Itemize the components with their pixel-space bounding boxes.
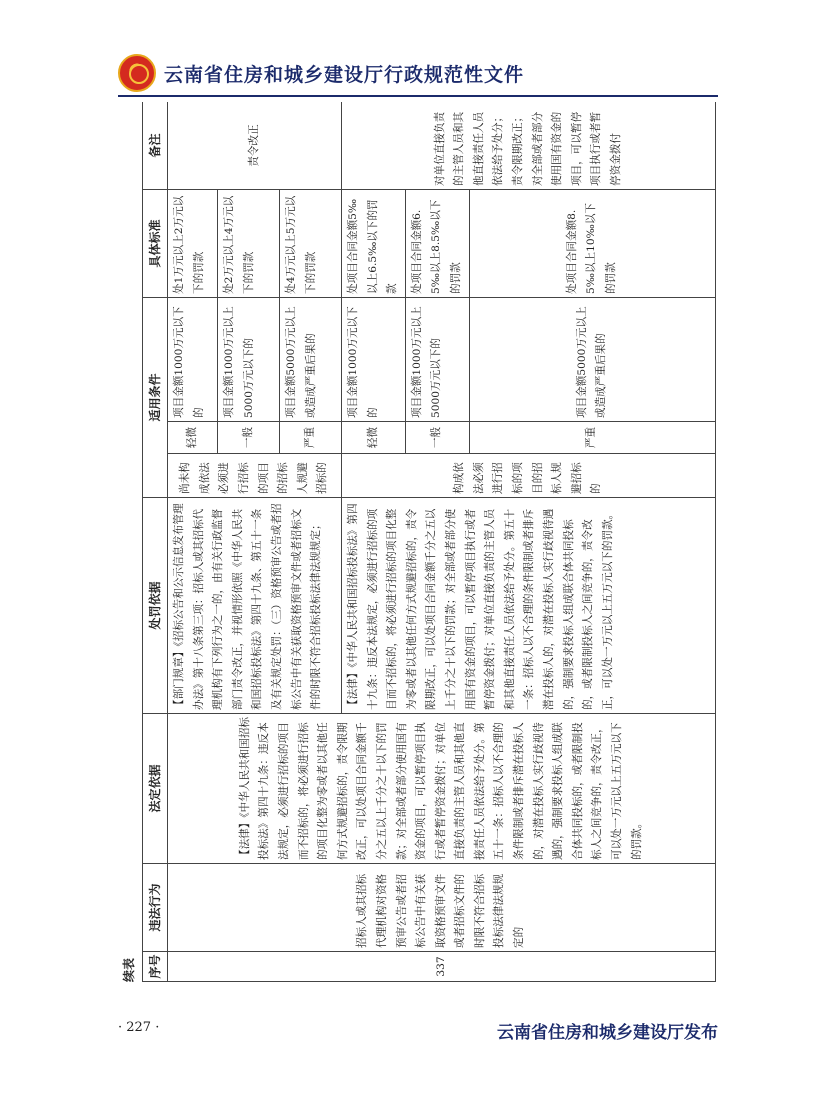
- group1-standard-2: 处2万元以上4万元以下的罚款: [218, 189, 280, 297]
- group2-level-3: 严重: [469, 422, 715, 454]
- seq-cell: 337: [168, 952, 716, 982]
- header-violation: 违法行为: [143, 864, 168, 952]
- group1-level-3: 严重: [280, 422, 342, 454]
- page-header: [118, 48, 718, 98]
- header-conditions: 适用条件: [143, 297, 168, 497]
- header-divider: [118, 95, 718, 97]
- continued-label: 续表: [122, 957, 136, 982]
- penalty-basis-cell-2: 【法律】《中华人民共和国招标投标法》第四十九条：违反本法规定，必须进行招标的项目而不招标的，将必须进行招标的项目化整为零或者以其他任何方式规避招标的，责令限期改正，可以处项目合同金额千分之五以上千分之十以下的罚款；对全部或者部分使用国有资金的项目，可以暂停项目执行或者暂停资金拨付；对单位直接负责的主管人员和其他直接责任人员依法给予处分。第五十一条：招标人以不合理的条件限制或者排斥潜在投标人的，对潜在投标人实行歧视待遇的，强制要求投标人组成联合体共同投标的，或者限制投标人之间竞争的，责令改正，可以处一万元以上五万元以下的罚款。: [342, 498, 716, 714]
- legal-basis-cell: 【法律】《中华人民共和国招标投标法》第四十九条：违反本法规定，必须进行招标的项目而不招标的，将必须进行招标的项目化整为零或者以其他任何方式规避招标的，责令限期改正，可以处项目合同金额千分之五以上千分之十以下的罚款；对全部或者部分使用国有资金的项目，可以暂停项目执行或者暂停资金拨付；对单位直接负责的主管人员和其他直接责任人员依法给予处分。第五十一条：招标人以不合理的条件限制或者排斥潜在投标人的，对潜在投标人实行歧视待遇的，强制要求投标人组成联合体共同投标的，或者限制投标人之间竞争的，责令改正，可以处一万元以上五万元以下的罚款。: [168, 714, 716, 864]
- group1-standard-3: 处4万元以上5万元以下的罚款: [280, 189, 342, 297]
- page-number: · 227 ·: [118, 1020, 160, 1035]
- header-title: 云南省住房和城乡建设厅行政规范性文件: [164, 63, 525, 86]
- group2-condition-1: 项目金额1000万元以下的: [342, 297, 406, 421]
- header-legal-basis: 法定依据: [143, 714, 168, 864]
- header-penalty-basis: 处罚依据: [143, 498, 168, 714]
- header-seq: 序号: [143, 952, 168, 982]
- table-header-row: [143, 102, 168, 982]
- rotated-table-content: [118, 102, 718, 982]
- group1-condition-1: 项目金额1000万元以下的: [168, 297, 218, 421]
- header-standard: 具体标准: [143, 189, 168, 297]
- group2-condition: 构成依法必须进行招标的项目的招标人规避招标的: [342, 454, 716, 498]
- group1-condition-3: 项目金额5000万元以上或造成严重后果的: [280, 297, 342, 421]
- rotated-table-area: [118, 102, 718, 982]
- group2-standard-2: 处项目合同金额6.5‰以上8.5‰以下的罚款: [405, 189, 469, 297]
- publisher-label: 云南省住房和城乡建设厅发布: [497, 1023, 718, 1043]
- group2-standard-3: 处项目合同金额8.5‰以上10‰以下的罚款: [469, 189, 715, 297]
- group1-condition-2: 项目金额1000万元以上5000万元以下的: [218, 297, 280, 421]
- violation-cell: 招标人或其招标代理机构对资格预审公告或者招标公告中有关获取资格预审文件或者招标文件的时限不符合招标投标法律法规规定的: [168, 864, 716, 952]
- group1-level-1: 轻微: [168, 422, 218, 454]
- group2-level-1: 轻微: [342, 422, 406, 454]
- group2-condition-3: 项目金额5000万元以上或造成严重后果的: [469, 297, 715, 421]
- group2-standard-1: 处项目合同金额5‰以上6.5‰以下的罚款: [342, 189, 406, 297]
- group2-condition-2: 项目金额1000万元以上5000万元以下的: [405, 297, 469, 421]
- national-emblem-icon: [118, 54, 156, 92]
- table-row: [168, 102, 218, 982]
- group2-remark: 对单位直接负责的主管人员和其他直接责任人员依法给予处分；责令限期改正；对全部或者部分使用国有资金的项目，可以暂停项目执行或者暂停资金拨付: [342, 102, 716, 189]
- group1-condition: 尚未构成依法必须进行招标的项目的招标人规避招标的: [168, 454, 342, 498]
- group2-level-2: 一般: [405, 422, 469, 454]
- group1-standard-1: 处1万元以上2万元以下的罚款: [168, 189, 218, 297]
- penalty-table: [142, 102, 716, 982]
- group1-level-2: 一般: [218, 422, 280, 454]
- header-remark: 备注: [143, 102, 168, 189]
- penalty-basis-cell-1: 【部门规章】《招标公告和公示信息发布管理办法》第十八条第三项：招标人或其招标代理机构有下列行为之一的，由有关行政监督部门责令改正，并视情形依照《中华人民共和国招标投标法》第四十九条、第五十一条及有关规定处罚：（三）资格预审公告或者招标公告中有关获取资格预审文件或者招标文件的时限不符合招标投标法律法规规定；: [168, 498, 342, 714]
- group1-remark: 责令改正: [168, 102, 342, 189]
